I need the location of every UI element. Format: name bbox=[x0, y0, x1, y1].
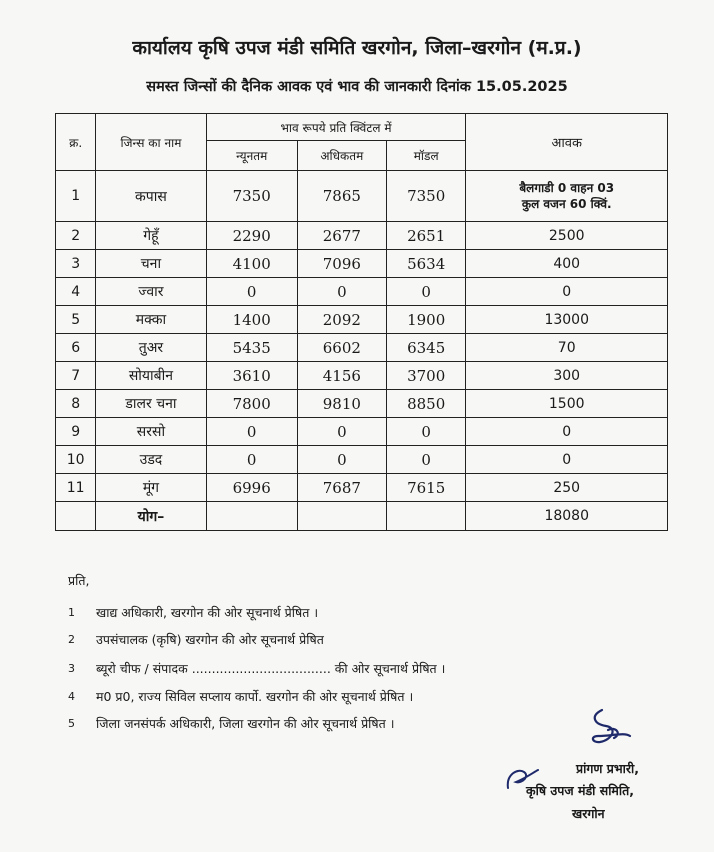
modal-price-cell: 6345 bbox=[386, 334, 466, 362]
table-row bbox=[56, 418, 668, 446]
table-row bbox=[56, 390, 668, 418]
price-group-header: भाव रूपये प्रति क्विंटल में bbox=[206, 114, 466, 141]
commodity-cell: ज्वार bbox=[96, 278, 206, 306]
commodity-cell: कपास bbox=[96, 171, 206, 222]
min-price-cell: 5435 bbox=[206, 334, 297, 362]
list-item-text: खाद्य अधिकारी, खरगोन की ओर सूचनार्थ प्रेषित । bbox=[96, 605, 319, 620]
table-row bbox=[56, 222, 668, 250]
list-item-number: 4 bbox=[68, 690, 75, 703]
list-item-number: 5 bbox=[68, 717, 75, 730]
serial-cell: 2 bbox=[56, 222, 96, 250]
list-item-text: म0 प्र0, राज्य सिविल सप्लाय कार्पो. खरगोन की ओर सूचनार्थ प्रेषित । bbox=[96, 689, 414, 704]
modal-price-cell: 2651 bbox=[386, 222, 466, 250]
min-price-cell: 4100 bbox=[206, 250, 297, 278]
arrival-cell: 400 bbox=[466, 250, 668, 278]
serial-cell: 5 bbox=[56, 306, 96, 334]
arrival-cell: 70 bbox=[466, 334, 668, 362]
arrival-cell: 13000 bbox=[466, 306, 668, 334]
max-price-cell: 2677 bbox=[297, 222, 386, 250]
modal-price-cell: 0 bbox=[386, 446, 466, 474]
commodity-cell: गेहूँ bbox=[96, 222, 206, 250]
copy-to-label: प्रति, bbox=[68, 573, 90, 588]
max-price-cell: 9810 bbox=[297, 390, 386, 418]
total-arrival: 18080 bbox=[466, 502, 668, 531]
serial-cell: 4 bbox=[56, 278, 96, 306]
arrival-cell: 0 bbox=[466, 278, 668, 306]
min-price-cell: 3610 bbox=[206, 362, 297, 390]
table-row bbox=[56, 171, 668, 222]
total-row bbox=[56, 502, 668, 531]
commodity-cell: मूंग bbox=[96, 474, 206, 502]
arrival-vehicles: बैलगाडी 0 वाहन 03 bbox=[519, 181, 615, 195]
serial-cell: 9 bbox=[56, 418, 96, 446]
copy-to-list bbox=[68, 572, 445, 737]
table-row bbox=[56, 334, 668, 362]
list-item-text: उपसंचालक (कृषि) खरगोन की ओर सूचनार्थ प्रेषित bbox=[96, 632, 324, 647]
commodity-cell: सोयाबीन bbox=[96, 362, 206, 390]
arrival-cell: 250 bbox=[466, 474, 668, 502]
table-row bbox=[56, 474, 668, 502]
list-item-number: 1 bbox=[68, 606, 75, 619]
table-row bbox=[56, 250, 668, 278]
arrival-cell: 0 bbox=[466, 418, 668, 446]
commodity-cell: चना bbox=[96, 250, 206, 278]
total-label: योग– bbox=[96, 502, 206, 531]
serial-cell: 3 bbox=[56, 250, 96, 278]
min-price-cell: 2290 bbox=[206, 222, 297, 250]
serial-cell: 7 bbox=[56, 362, 96, 390]
arrival-cell: 1500 bbox=[466, 390, 668, 418]
max-price-cell: 2092 bbox=[297, 306, 386, 334]
commodity-cell: मक्का bbox=[96, 306, 206, 334]
max-price-cell: 0 bbox=[297, 418, 386, 446]
min-price-cell: 6996 bbox=[206, 474, 297, 502]
max-price-cell: 7865 bbox=[297, 171, 386, 222]
min-price-header: न्यूनतम bbox=[206, 141, 297, 171]
min-price-cell: 7350 bbox=[206, 171, 297, 222]
max-price-header: अधिकतम bbox=[297, 141, 386, 171]
commodity-header: जिन्स का नाम bbox=[96, 114, 206, 171]
max-price-cell: 4156 bbox=[297, 362, 386, 390]
signature-scribble-upper bbox=[572, 706, 642, 756]
signatory-designation: प्रांगण प्रभारी, bbox=[576, 761, 640, 776]
modal-price-cell: 8850 bbox=[386, 390, 466, 418]
modal-price-cell: 3700 bbox=[386, 362, 466, 390]
modal-price-cell: 7615 bbox=[386, 474, 466, 502]
header-row-top bbox=[56, 114, 668, 141]
list-item bbox=[68, 626, 445, 653]
modal-price-cell: 1900 bbox=[386, 306, 466, 334]
modal-price-header: मॉडल bbox=[386, 141, 466, 171]
signatory-office: कृषि उपज मंडी समिति, bbox=[526, 783, 635, 798]
serial-header: क्र. bbox=[56, 114, 96, 171]
arrival-cell: 0 bbox=[466, 446, 668, 474]
modal-price-cell: 0 bbox=[386, 278, 466, 306]
max-price-cell: 6602 bbox=[297, 334, 386, 362]
min-price-cell: 0 bbox=[206, 446, 297, 474]
min-price-cell: 7800 bbox=[206, 390, 297, 418]
serial-cell: 8 bbox=[56, 390, 96, 418]
list-item-number: 3 bbox=[68, 661, 75, 675]
table-row bbox=[56, 278, 668, 306]
table-row bbox=[56, 446, 668, 474]
modal-price-cell: 5634 bbox=[386, 250, 466, 278]
report-subtitle: समस्त जिन्सों की दैनिक आवक एवं भाव की जानकारी दिनांक 15.05.2025 bbox=[146, 79, 568, 95]
min-price-cell: 0 bbox=[206, 418, 297, 446]
arrival-cell: 300 bbox=[466, 362, 668, 390]
list-item-text: ब्यूरो चीफ / संपादक ................................... की ओर सूचनार्थ प्रेषित । bbox=[96, 660, 446, 676]
arrival-cell bbox=[466, 171, 668, 222]
list-item bbox=[68, 710, 445, 737]
commodity-cell: सरसो bbox=[96, 418, 206, 446]
commodity-cell: तुअर bbox=[96, 334, 206, 362]
list-item bbox=[68, 599, 445, 626]
arrival-weight: कुल वजन 60 क्विं. bbox=[521, 197, 612, 211]
max-price-cell: 0 bbox=[297, 446, 386, 474]
max-price-cell: 7096 bbox=[297, 250, 386, 278]
max-price-cell: 7687 bbox=[297, 474, 386, 502]
rates-table bbox=[55, 113, 668, 531]
min-price-cell: 0 bbox=[206, 278, 297, 306]
list-item bbox=[68, 683, 445, 710]
commodity-cell: उडद bbox=[96, 446, 206, 474]
commodity-cell: डालर चना bbox=[96, 390, 206, 418]
max-price-cell: 0 bbox=[297, 278, 386, 306]
serial-cell: 6 bbox=[56, 334, 96, 362]
list-item-number: 2 bbox=[68, 633, 75, 646]
serial-cell: 11 bbox=[56, 474, 96, 502]
office-title: कार्यालय कृषि उपज मंडी समिति खरगोन, जिला–खरगोन (म.प्र.) bbox=[132, 37, 582, 59]
list-item-text: जिला जनसंपर्क अधिकारी, जिला खरगोन की ओर सूचनार्थ प्रेषित । bbox=[96, 716, 395, 731]
signatory-location: खरगोन bbox=[572, 806, 605, 821]
modal-price-cell: 0 bbox=[386, 418, 466, 446]
arrival-header: आवक bbox=[466, 114, 668, 171]
table-row bbox=[56, 362, 668, 390]
table-row bbox=[56, 306, 668, 334]
list-item bbox=[68, 653, 445, 683]
modal-price-cell: 7350 bbox=[386, 171, 466, 222]
serial-cell: 1 bbox=[56, 171, 96, 222]
serial-cell: 10 bbox=[56, 446, 96, 474]
arrival-cell: 2500 bbox=[466, 222, 668, 250]
min-price-cell: 1400 bbox=[206, 306, 297, 334]
